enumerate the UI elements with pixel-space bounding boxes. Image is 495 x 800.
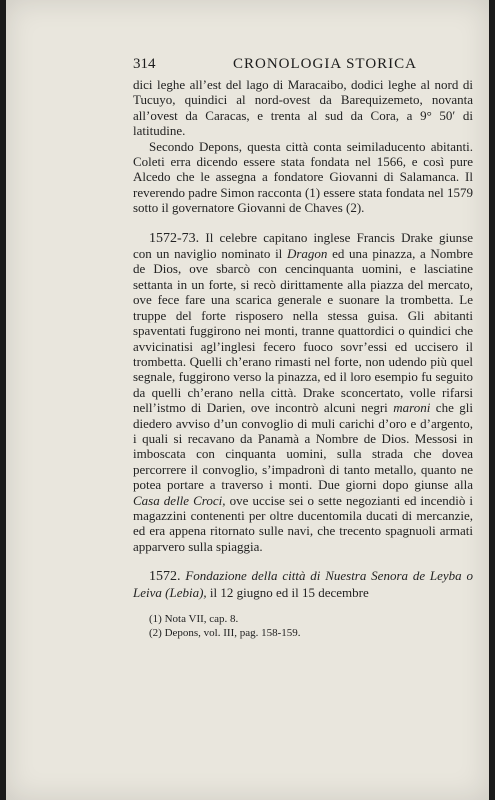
year-1572-73: 1572-73. — [149, 230, 200, 246]
p3-text-c: che gli diedero avviso d’un convoglio di muli carichi d’oro e d’argento, i quali si recavano da Panamà a Nombre de Dios. Messosi in imboscata con cinquanta uomini, sulla strada che dovea percorrere il convoglio, s’impadronì di tanto metallo, quanto ne potea portare a traverso i monti. Due giorni dopo giunse alla — [133, 400, 474, 493]
footnotes — [149, 612, 469, 640]
p4-lebia: (Lebia), — [165, 584, 207, 600]
p4-rest: il 12 giugno ed il 15 decembre — [209, 584, 369, 600]
paragraph-1: dici leghe all’est del lago di Maracaibo, dodici leghe al nord di Tucuyo, quindici al nord-ovest da Barequizemeto, novanta all’ovest da Caracas, e trenta al sud da Cora, a 9° 50′ di latitudine. — [133, 77, 473, 139]
p3-text-d: ove uccise sei o sette negozianti ed incendiò i magazzini contenenti per oltre ducentomila ducati di mercanzie, ed era appena ritornato sulle navi, che trecento spagnuoli armati apparvero sulla spiaggia. — [133, 492, 474, 554]
paragraph-2: Secondo Depons, questa città conta seimiladucento abitanti. Coleti erra dicendo essere stata fondata nel 1566, e così pure Alcedo che le assegna a fondatore Giovanni di Salamanca. Il reverendo padre Simon racconta (1) essere stata fondata nel 1579 sotto il governatore Giovanni de Chaves (2). — [133, 138, 473, 216]
page-body — [133, 77, 473, 600]
place-casa-delle-croci: Casa delle Croci, — [133, 492, 226, 508]
page-number: 314 — [133, 56, 156, 72]
running-title: CRONOLOGIA STORICA — [233, 56, 417, 72]
footnote-2: (2) Depons, vol. III, pag. 158-159. — [149, 627, 301, 639]
book-page — [6, 0, 489, 800]
paragraph-3 — [133, 230, 473, 555]
paragraph-4 — [133, 568, 473, 600]
footnote-1: (1) Nota VII, cap. 8. — [149, 613, 239, 625]
term-maroni: maroni — [393, 400, 431, 416]
p3-text-a: Il celebre capitano inglese Francis Drake giunse con un naviglio nominato il — [133, 229, 473, 262]
p3-text-b: ed una pinazza, a Nombre de Dios, ove sbarcò con cencinquanta uomini, e lasciatine settanta in un forte, si recò dirittamente alla piazza del mercato, ove fece fare una scarica generale e suonare la trombetta. Le truppe del forte risposero nella stessa guisa. Gli abitanti spaventati fuggirono nei monti, tranne quattordici o quindici che avvicinatisi agl’inglesi fecero fuoco sovr’essi ed uccisero il trombetta. Quelli ch’erano rimasti nel forte, non udendo più quel segnale, fuggirono verso la pinazza, ed il loro esempio fu seguito da quelli ch’erano nella città. Drake sconcertato, volle rifarsi nell’istmo di Darien, ove incontrò alcuni negri — [133, 246, 474, 416]
page-header — [133, 56, 479, 76]
year-1572: 1572. — [149, 569, 181, 585]
ship-name-dragon: Dragon — [286, 246, 328, 262]
p4-italic-title: Fondazione della città di Nuestra Senora de Leyba o Leiva — [133, 568, 474, 600]
